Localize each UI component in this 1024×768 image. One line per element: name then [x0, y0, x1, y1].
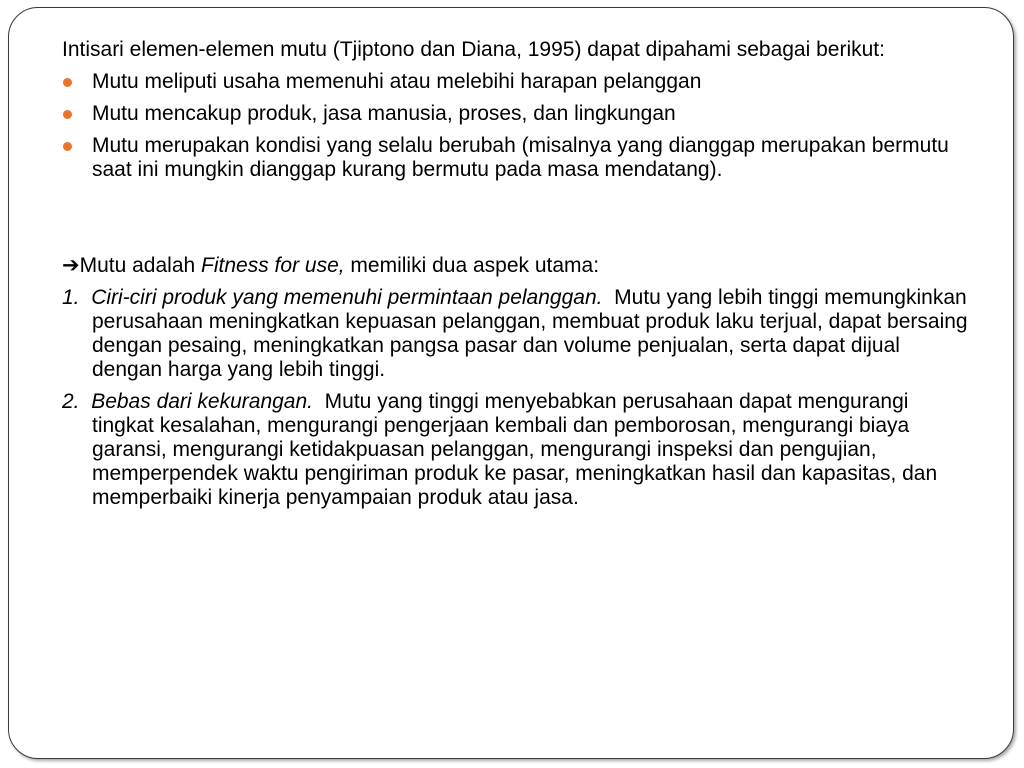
bullet-dot-icon — [63, 110, 72, 119]
aspect-heading: Ciri-ciri produk yang memenuhi permintaan pelanggan. — [91, 286, 603, 309]
aspect-heading: Bebas dari kekurangan. — [91, 390, 313, 413]
fitness-term: Fitness for use, — [201, 254, 345, 277]
aspect-number: 2. — [62, 390, 80, 413]
bullet-text: Mutu mencakup produk, jasa manusia, proses, dan lingkungan — [92, 102, 676, 125]
bullet-dot-icon — [63, 78, 72, 87]
fitness-suffix: memiliki dua aspek utama: — [344, 254, 600, 277]
bullet-item — [62, 102, 972, 126]
slide-content — [62, 38, 972, 518]
aspect-number: 1. — [62, 286, 80, 309]
bullet-item — [62, 134, 972, 182]
aspect-body: Mutu yang tinggi menyebabkan perusahaan dapat mengurangi tingkat kesalahan, mengurangi pengerjaan kembali dan pemborosan, mengurangi biaya garansi, mengurangi ketidakpuasan pelanggan, mengurangi inspeksi dan pengujian, memperpendek waktu pengiriman produk ke pasar, meningkatkan hasil dan kapasitas, dan memperbaiki kinerja penyampaian produk atau jasa. — [92, 390, 938, 509]
bullet-list — [62, 70, 972, 182]
aspect-list — [62, 286, 972, 510]
bullet-text: Mutu meliputi usaha memenuhi atau melebihi harapan pelanggan — [92, 70, 702, 93]
intro-paragraph: Intisari elemen-elemen mutu (Tjiptono dan Diana, 1995) dapat dipahami sebagai berikut: — [62, 38, 885, 61]
bullet-item — [62, 70, 972, 94]
bullet-dot-icon — [63, 142, 72, 151]
aspect-body: Mutu yang lebih tinggi memungkinkan perusahaan meningkatkan kepuasan pelanggan, membuat produk laku terjual, dapat bersaing dengan pesaing, meningkatkan pangsa pasar dan volume penjualan, serta dapat dijual dengan harga yang lebih tinggi. — [92, 286, 968, 381]
aspect-item — [62, 286, 972, 382]
aspect-item — [62, 390, 972, 510]
fitness-prefix: Mutu adalah — [79, 254, 202, 277]
bullet-text: Mutu merupakan kondisi yang selalu berubah (misalnya yang dianggap merupakan bermutu saat ini mungkin dianggap kurang bermutu pada masa mendatang). — [92, 134, 949, 181]
arrow-right-icon: ➔ — [62, 254, 80, 277]
fitness-paragraph — [62, 254, 972, 278]
section-spacer — [62, 190, 972, 254]
